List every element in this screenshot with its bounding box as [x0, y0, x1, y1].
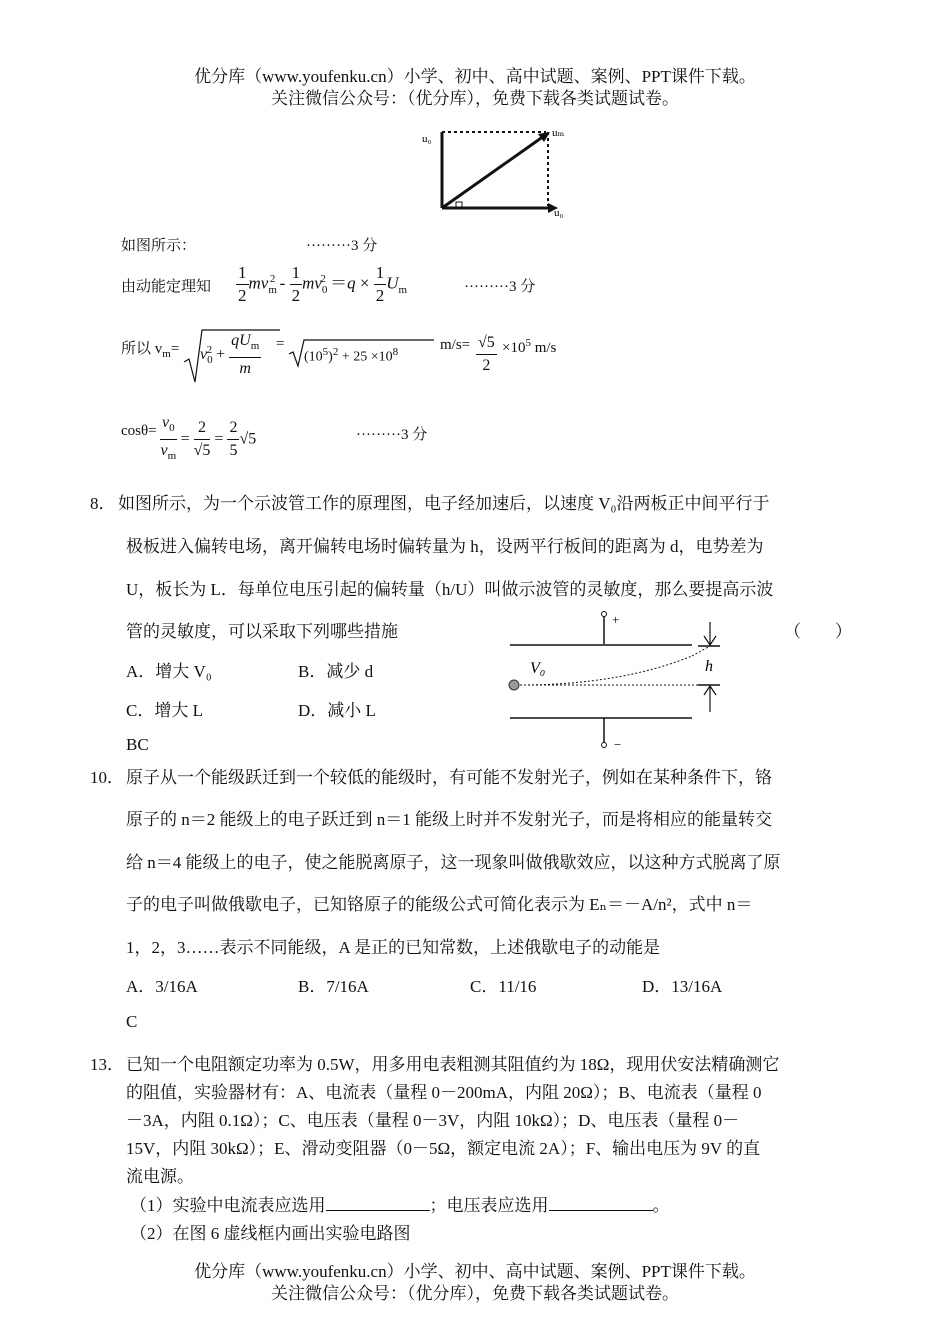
- q8-option-d: D．减小 L: [298, 701, 376, 720]
- q10-number: 10．: [90, 768, 124, 787]
- q8-line4: 管的灵敏度，可以采取下列哪些措施: [126, 622, 398, 641]
- ammeter-answer-blank[interactable]: [326, 1194, 430, 1211]
- deflection-diagram: [500, 608, 740, 756]
- q8-bracket: （ ）: [784, 622, 852, 641]
- solution-line2-score: ·········3 分: [464, 279, 536, 295]
- q8-line3: U，板长为 L．每单位电压引起的偏转量（h/U）叫做示波管的灵敏度，那么要提高示波: [126, 580, 774, 599]
- header-line-2: 关注微信公众号：（优分库），免费下载各类试题试卷。: [271, 89, 679, 108]
- q10-line4: 子的电子叫做俄歇电子，已知铬原子的能级公式可简化表示为 Eₙ＝－A/n²，式中 n＝: [126, 895, 753, 914]
- label-top-left: u₀: [422, 133, 432, 145]
- h-label: h: [705, 658, 713, 675]
- electron-trajectory: [520, 656, 692, 685]
- q13-line4: 15V，内阻 30kΩ）；E、滑动变阻器（0－5Ω，额定电流 2A）；F、输出电压为 9V 的直: [126, 1139, 761, 1158]
- q8-number: 8．: [90, 494, 116, 513]
- q10-option-a: A．3/16A: [126, 977, 198, 996]
- q8-option-a: A．增大 V₀: [126, 662, 212, 681]
- q13-line5: 流电源。: [126, 1167, 194, 1186]
- solution-line3-units-a: m/s=: [440, 337, 471, 353]
- q8-option-c: C．增大 L: [126, 701, 203, 720]
- kinetic-energy-equation: $\frac{1}{2}$ $mv_m^2$ - $\frac{1}{2}$ $mv_0^2 =q$ × $\frac{1}{2}$ $U_m$: [238, 263, 408, 305]
- fraction-sqrt5-over-2: $\frac{√5}{2}$: [478, 334, 495, 374]
- q10-line1: 原子从一个能级跃迁到一个较低的能级时，有可能不发射光子，例如在某种条件下，铬: [126, 768, 772, 787]
- q10-line2: 原子的 n＝2 能级上的电子跃迁到 n＝1 能级上时并不发射光子，而是将相应的能量转交: [126, 810, 772, 829]
- equals-sign-1: =: [276, 336, 285, 352]
- q8-line1: 如图所示，为一个示波管工作的原理图，电子经加速后，以速度 V₀沿两板正中间平行于: [118, 494, 770, 513]
- q10-line3: 给 n＝4 能级上的电子，使之能脱离原子，这一现象叫做俄歇效应，以这种方式脱离了原: [126, 853, 781, 872]
- q13-line3: －3A，内阻 0.1Ω）；C、电压表（量程 0－3V，内阻 10kΩ）；D、电压表（量程 0－: [126, 1111, 740, 1130]
- solution-line4-score: ·········3 分: [356, 427, 428, 443]
- solution-line4-label: cosθ=: [121, 423, 157, 439]
- solution-line1-score: ·········3 分: [306, 238, 378, 254]
- electron: [509, 680, 519, 690]
- sqrt-content-2: $(10^5)^2 + 25 \times 10^8$: [304, 346, 399, 365]
- q8-option-b: B．减少 d: [298, 662, 374, 681]
- q10-option-d: D．13/16A: [642, 977, 723, 996]
- q13-number: 13．: [90, 1055, 124, 1074]
- q8-line2: 极板进入偏转电场，离开偏转电场时偏转量为 h，设两平行板间的距离为 d，电势差为: [126, 537, 764, 556]
- label-top-right: uₘ: [552, 127, 565, 139]
- header-line-1: 优分库（www.youfenku.cn）小学、初中、高中试题、案例、PPT课件下载。: [194, 67, 756, 86]
- v0-label: V₀: [530, 660, 546, 677]
- solution-line1-label: 如图所示：: [121, 238, 197, 254]
- q13-sub2: （2）在图 6 虚线框内画出实验电路图: [130, 1224, 411, 1243]
- q10-line5: 1，2，3……表示不同能级，A 是正的已知常数，上述俄歇电子的动能是: [126, 938, 661, 957]
- voltmeter-answer-blank[interactable]: [549, 1194, 653, 1211]
- sqrt-content-1: $v_0^2$ + $\frac{qU_m}{m}$: [200, 332, 260, 378]
- solution-line3-units: $\times 10^5$ m/s: [502, 337, 557, 356]
- minus-label: −: [614, 737, 622, 752]
- q13-line1: 已知一个电阻额定功率为 0.5W，用多用电表粗测其阻值约为 18Ω，现用伏安法精确测它: [126, 1055, 780, 1074]
- cos-equation: $\frac{v_0}{v_m}$ = $\frac{2}{√5}$ = $\frac{2}{5}$ √5: [160, 414, 257, 463]
- label-right: u₀: [554, 207, 564, 219]
- resultant-vector: [442, 136, 544, 208]
- solution-line3-label: 所以 $v_m=$: [121, 341, 180, 360]
- q13-sub1: （1）实验中电流表应选用 ；电压表应选用 。: [130, 1196, 670, 1215]
- q10-option-c: C．11/16: [470, 977, 537, 996]
- q8-answer: BC: [126, 735, 149, 754]
- q10-option-b: B．7/16A: [298, 977, 369, 996]
- footer-line-2: 关注微信公众号：（优分库），免费下载各类试题试卷。: [271, 1284, 679, 1303]
- plus-label: +: [612, 612, 620, 627]
- velocity-vector-diagram: [420, 122, 570, 222]
- solution-line2-label: 由动能定理知: [121, 279, 212, 295]
- q13-line2: 的阻值，实验器材有：A、电流表（量程 0－200mA，内阻 20Ω）；B、电流表（量程 0: [126, 1083, 762, 1102]
- q10-answer: C: [126, 1012, 138, 1031]
- footer-line-1: 优分库（www.youfenku.cn）小学、初中、高中试题、案例、PPT课件下载。: [194, 1262, 756, 1281]
